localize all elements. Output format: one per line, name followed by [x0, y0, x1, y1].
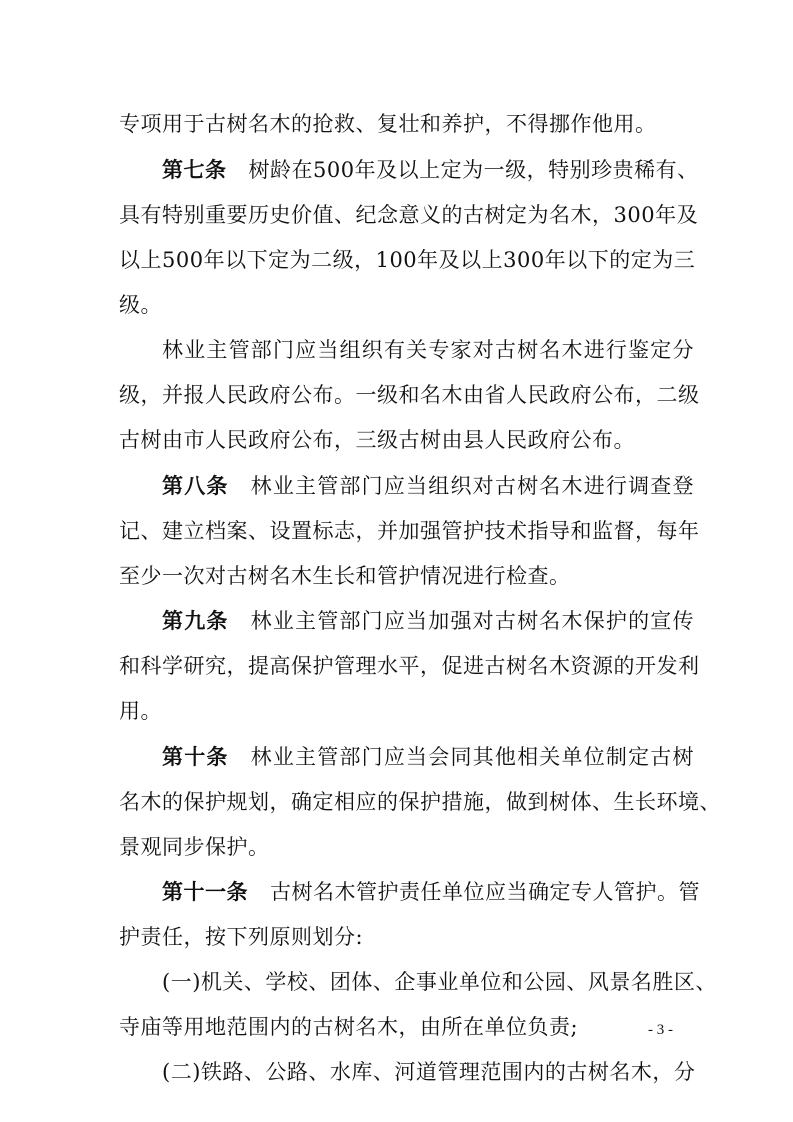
- list-item-line: (一)机关、学校、团体、企事业单位和公园、风景名胜区、: [162, 970, 717, 994]
- article-7-line: 第七条 树龄在500年及以上定为一级，特别珍贵稀有、: [162, 158, 699, 182]
- list-item-line: (二)铁路、公路、水库、河道管理范围内的古树名木，分: [162, 1060, 696, 1084]
- text-line: 护责任，按下列原则划分:: [119, 925, 364, 949]
- text-line: 具有特别重要历史价值、纪念意义的古树定为名木，300年及: [119, 203, 699, 227]
- article-10-line: 第十条 林业主管部门应当会同其他相关单位制定古树: [162, 745, 695, 769]
- article-heading: 第七条: [162, 158, 227, 182]
- text-line: 级。: [119, 293, 162, 317]
- text-line: 记、建立档案、设置标志，并加强管护技术指导和监督，每年: [119, 519, 700, 543]
- paragraph-start-line: 林业主管部门应当组织有关专家对古树名木进行鉴定分: [162, 338, 694, 362]
- article-heading: 第十一条: [162, 880, 248, 904]
- text-line: 以上500年以下定为二级，100年及以上300年以下的定为三: [119, 248, 696, 272]
- text-line: 专项用于古树名木的抢救、复壮和养护，不得挪作他用。: [119, 112, 657, 136]
- text-line: 寺庙等用地范围内的古树名木，由所在单位负责;: [119, 1015, 579, 1039]
- text-line: 至少一次对古树名木生长和管护情况进行检查。: [119, 564, 571, 588]
- text-line: 级，并报人民政府公布。一级和名木由省人民政府公布，二级: [119, 383, 700, 407]
- article-heading: 第九条: [162, 609, 229, 633]
- page-number: - 3 -: [648, 1022, 673, 1038]
- text-line: 名木的保护规划，确定相应的保护措施，做到树体、生长环境、: [119, 790, 721, 814]
- article-heading: 第十条: [162, 745, 229, 769]
- text-line: 和科学研究，提高保护管理水平，促进古树名木资源的开发利: [119, 654, 700, 678]
- text-line: 用。: [119, 699, 162, 723]
- text-line: 古树由市人民政府公布，三级古树由县人民政府公布。: [119, 428, 635, 452]
- article-8-line: 第八条 林业主管部门应当组织对古树名木进行调查登: [162, 474, 695, 498]
- text-line: 景观同步保护。: [119, 835, 270, 859]
- article-11-line: 第十一条 古树名木管护责任单位应当确定专人管护。管: [162, 880, 700, 904]
- article-heading: 第八条: [162, 474, 229, 498]
- article-9-line: 第九条 林业主管部门应当加强对古树名木保护的宣传: [162, 609, 695, 633]
